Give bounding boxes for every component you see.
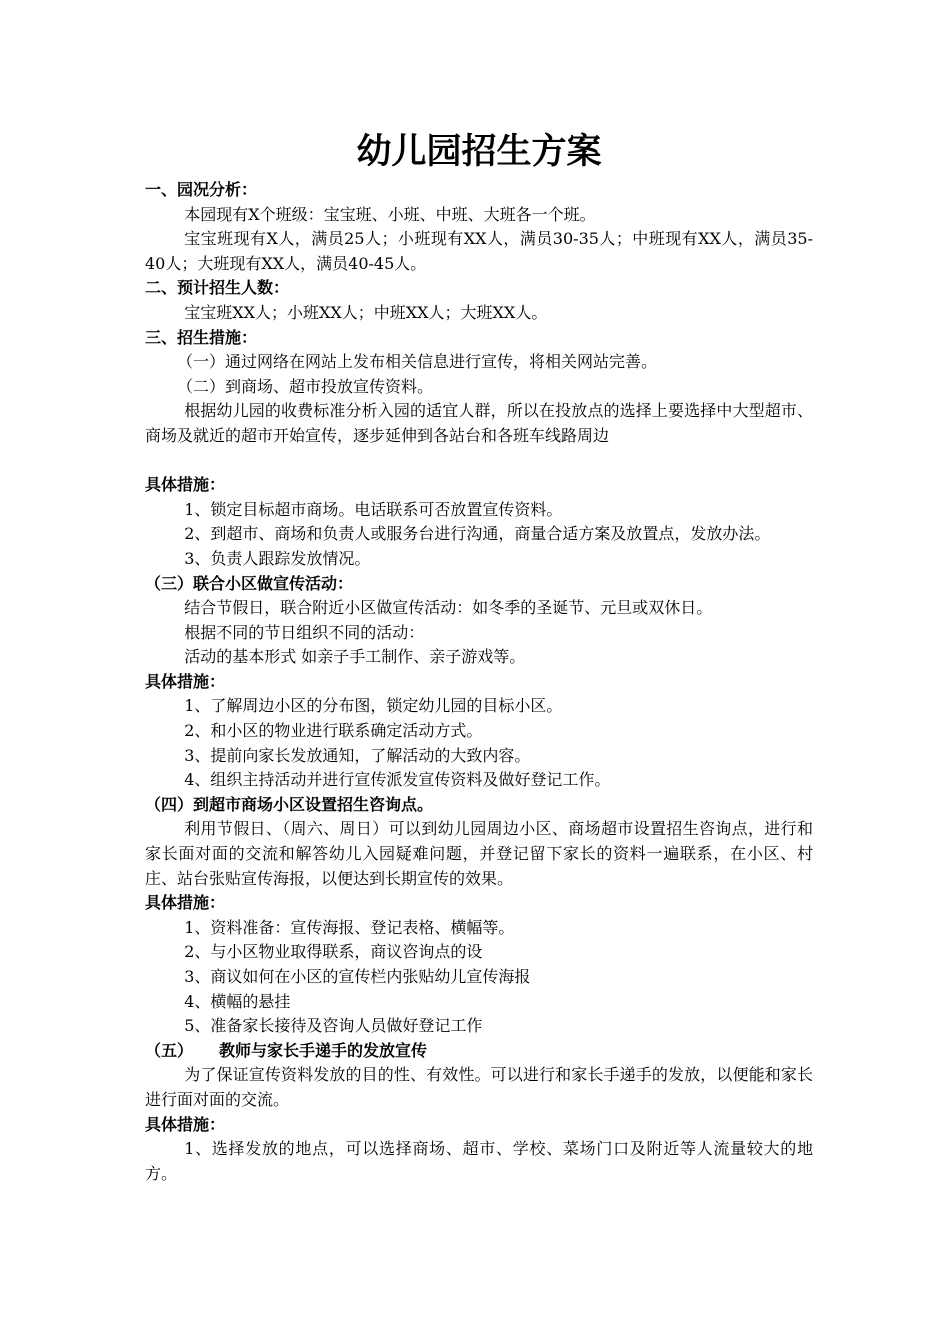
section-heading-3: 三、招生措施： — [145, 327, 258, 347]
list-item: 5、准备家长接待及咨询人员做好登记工作 — [184, 1016, 483, 1036]
list-item: 2、与小区物业取得联系，商议咨询点的设 — [184, 942, 483, 962]
subsection-heading-5 — [145, 1039, 813, 1064]
list-item: 4、横幅的悬挂 — [184, 991, 291, 1011]
measures-heading: 具体措施： — [145, 893, 226, 913]
list-item: 2、到超市、商场和负责人或服务台进行沟通，商量合适方案及放置点，发放办法。 — [184, 524, 771, 544]
list-item: 3、提前向家长发放通知，了解活动的大致内容。 — [184, 745, 531, 765]
list-item: 1、选择发放的地点，可以选择商场、超市、学校、菜场门口及附近等人流量较大的地方。 — [145, 1139, 813, 1183]
list-item: 3、负责人跟踪发放情况。 — [184, 548, 371, 568]
list-item: 1、锁定目标超市商场。电话联系可否放置宣传资料。 — [184, 499, 563, 519]
page-title: 幼儿园招生方案 — [356, 132, 602, 172]
list-item: 3、商议如何在小区的宣传栏内张贴幼儿宣传海报 — [184, 967, 531, 986]
measures-heading: 具体措施： — [145, 475, 226, 495]
section-heading-1: 一、园况分析： — [145, 180, 258, 199]
list-item: 4、组织主持活动并进行宣传派发宣传资料及做好登记工作。 — [184, 770, 611, 790]
subsection-heading-4: （四）到超市商场小区设置招生咨询点。 — [145, 794, 434, 814]
document-page — [145, 128, 813, 1186]
paragraph: 为了保证宣传资料发放的目的性、有效性。可以进行和家长手递手的发放，以便能和家长进行面对面的交流。 — [145, 1065, 813, 1109]
paragraph: 宝宝班现有X人，满员25人；小班现有XX人，满员30-35人；中班现有XX人，满员35-40人；大班现有XX人，满员40-45人。 — [145, 229, 813, 273]
list-item: 1、了解周边小区的分布图，锁定幼儿园的目标小区。 — [184, 696, 563, 716]
paragraph: 结合节假日，联合附近小区做宣传活动：如冬季的圣诞节、元旦或双休日。 — [184, 598, 713, 618]
paragraph: 根据幼儿园的收费标准分析入园的适宜人群，所以在投放点的选择上要选择中大型超市、商场及就近的超市开始宣传，逐步延伸到各站台和各班车线路周边 — [145, 401, 813, 445]
section-heading-2: 二、预计招生人数： — [145, 278, 290, 298]
paragraph: 本园现有X个班级：宝宝班、小班、中班、大班各一个班。 — [184, 204, 596, 224]
subsection-heading-3: （三）联合小区做宣传活动： — [145, 573, 354, 593]
list-item: 1、资料准备：宣传海报、登记表格、横幅等。 — [184, 917, 515, 937]
measures-heading: 具体措施： — [145, 671, 226, 691]
subsection-line: （二）到商场、超市投放宣传资料。 — [177, 376, 434, 396]
list-item: 2、和小区的物业进行联系确定活动方式。 — [184, 721, 483, 741]
blank-line — [145, 449, 813, 474]
paragraph: 利用节假日、（周六、周日）可以到幼儿园周边小区、商场超市设置招生咨询点，进行和家长面对面的交流和解答幼儿入园疑难问题，并登记留下家长的资料一遍联系，在小区、村庄、站台张贴宣传海报，以便达到长期宣传的效果。 — [145, 819, 813, 888]
paragraph: 根据不同的节日组织不同的活动： — [184, 622, 425, 642]
subsection-label: （五） — [145, 1040, 194, 1060]
subsection-title: 教师与家长手递手的发放宣传 — [219, 1040, 428, 1060]
paragraph: 宝宝班XX人；小班XX人；中班XX人；大班XX人。 — [184, 302, 548, 322]
measures-heading: 具体措施： — [145, 1114, 226, 1134]
subsection-line: （一）通过网络在网站上发布相关信息进行宣传，将相关网站完善。 — [177, 352, 658, 372]
paragraph: 活动的基本形式 如亲子手工制作、亲子游戏等。 — [184, 647, 526, 667]
